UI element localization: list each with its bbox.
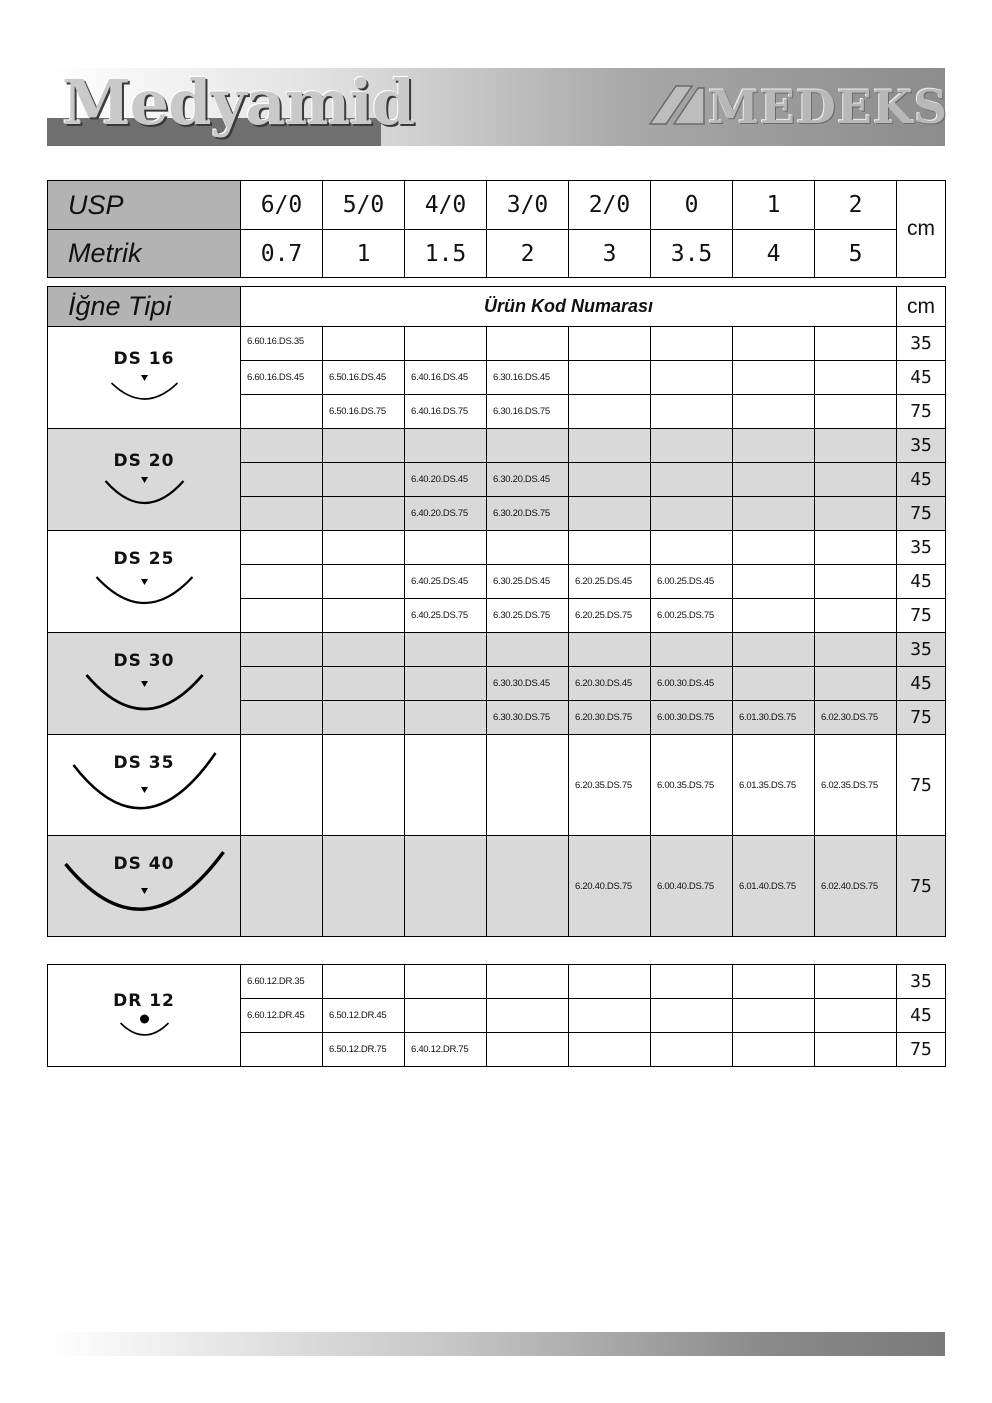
product-code-cell (569, 429, 651, 463)
product-code-cell: 6.40.12.DR.75 (405, 1033, 487, 1067)
product-code-cell (651, 429, 733, 463)
length-cm-cell: 35 (897, 429, 946, 463)
product-code-cell (323, 599, 405, 633)
product-code-cell (241, 463, 323, 497)
product-code-cell (733, 999, 815, 1033)
product-code-cell (815, 497, 897, 531)
product-code-cell: 6.30.20.DS.45 (487, 463, 569, 497)
product-code-cell (569, 361, 651, 395)
needle-type-cell (48, 327, 241, 429)
needle-name: DS 25 (113, 549, 175, 569)
product-code-cell (733, 327, 815, 361)
table-row (48, 327, 946, 361)
length-cm-cell: 75 (897, 497, 946, 531)
product-code-cell (651, 395, 733, 429)
product-code-cell: 6.50.12.DR.75 (323, 1033, 405, 1067)
product-code-cell (487, 735, 569, 836)
product-code-cell: 6.40.25.DS.45 (405, 565, 487, 599)
usp-value: 4/0 (405, 181, 487, 230)
product-code-cell (323, 965, 405, 999)
product-code-cell (569, 327, 651, 361)
product-code-cell (323, 497, 405, 531)
product-code-cell (323, 667, 405, 701)
table-row (48, 633, 946, 667)
product-code-cell (405, 327, 487, 361)
product-code-cell (487, 531, 569, 565)
needle-curve-icon (48, 531, 241, 633)
product-code-cell (405, 735, 487, 836)
product-code-cell (651, 497, 733, 531)
needle-type-cell (48, 735, 241, 836)
product-code-cell (815, 361, 897, 395)
product-code-cell (815, 429, 897, 463)
needle-name: DR 12 (113, 991, 175, 1011)
product-code-cell: 6.30.16.DS.45 (487, 361, 569, 395)
product-code-cell (487, 1033, 569, 1067)
product-code-cell (815, 599, 897, 633)
usp-label: USP (48, 181, 241, 230)
metric-value: 1 (323, 230, 405, 278)
product-code-cell (323, 565, 405, 599)
product-code-cell: 6.60.12.DR.35 (241, 965, 323, 999)
product-code-cell (405, 999, 487, 1033)
size-unit-label: cm (897, 181, 946, 278)
length-cm-cell: 45 (897, 565, 946, 599)
product-code-cell (405, 965, 487, 999)
product-code-cell (487, 836, 569, 937)
product-code-cell: 6.20.40.DS.75 (569, 836, 651, 937)
size-table (47, 180, 946, 278)
needle-name: DS 16 (113, 349, 175, 369)
product-code-cell (323, 633, 405, 667)
needle-type-cell (48, 965, 241, 1067)
product-code-cell (405, 633, 487, 667)
length-unit-label: cm (897, 287, 946, 327)
product-code-cell (241, 599, 323, 633)
product-code-cell: 6.01.40.DS.75 (733, 836, 815, 937)
product-code-cell: 6.40.20.DS.75 (405, 497, 487, 531)
product-code-cell: 6.00.30.DS.75 (651, 701, 733, 735)
length-cm-cell: 75 (897, 701, 946, 735)
product-code-cell (569, 965, 651, 999)
needle-curve-icon (48, 965, 241, 1067)
product-code-cell (487, 633, 569, 667)
product-code-cell (241, 565, 323, 599)
product-code-cell: 6.30.30.DS.75 (487, 701, 569, 735)
metric-value: 1.5 (405, 230, 487, 278)
length-cm-cell: 45 (897, 463, 946, 497)
product-code-cell (323, 836, 405, 937)
length-cm-cell: 35 (897, 633, 946, 667)
product-code-cell (733, 965, 815, 999)
product-code-cell (241, 429, 323, 463)
needle-type-cell (48, 531, 241, 633)
product-code-cell: 6.60.16.DS.45 (241, 361, 323, 395)
product-code-cell (487, 327, 569, 361)
length-cm-cell: 35 (897, 531, 946, 565)
product-code-cell (815, 531, 897, 565)
product-code-cell: 6.60.16.DS.35 (241, 327, 323, 361)
table-row (48, 965, 946, 999)
product-code-cell (241, 701, 323, 735)
needle-type-label: İğne Tipi (48, 287, 241, 327)
product-code-cell: 6.30.25.DS.45 (487, 565, 569, 599)
product-code-cell (815, 633, 897, 667)
product-code-cell (241, 836, 323, 937)
metric-value: 3.5 (651, 230, 733, 278)
product-code-cell (405, 667, 487, 701)
table-row (48, 836, 946, 937)
product-code-cell: 6.30.30.DS.45 (487, 667, 569, 701)
metric-value: 0.7 (241, 230, 323, 278)
usp-value: 3/0 (487, 181, 569, 230)
metric-value: 4 (733, 230, 815, 278)
product-code-cell (323, 463, 405, 497)
product-code-cell (241, 1033, 323, 1067)
length-cm-cell: 75 (897, 599, 946, 633)
product-code-cell (569, 999, 651, 1033)
product-code-cell (569, 463, 651, 497)
product-code-cell (651, 463, 733, 497)
product-code-cell: 6.02.30.DS.75 (815, 701, 897, 735)
product-code-cell: 6.50.12.DR.45 (323, 999, 405, 1033)
product-code-cell (733, 1033, 815, 1067)
product-code-cell (405, 701, 487, 735)
product-code-cell (323, 735, 405, 836)
dr-needle-table (47, 964, 946, 1067)
product-code-cell (405, 429, 487, 463)
product-code-cell (323, 429, 405, 463)
length-cm-cell: 75 (897, 395, 946, 429)
product-code-cell (569, 531, 651, 565)
product-code-cell (651, 633, 733, 667)
product-code-cell: 6.40.20.DS.45 (405, 463, 487, 497)
product-code-cell: 6.00.35.DS.75 (651, 735, 733, 836)
product-code-cell (815, 565, 897, 599)
product-code-cell (323, 327, 405, 361)
needle-type-cell (48, 836, 241, 937)
usp-row (48, 181, 946, 230)
product-code-cell (815, 667, 897, 701)
footer-bar (47, 1332, 945, 1356)
metric-value: 2 (487, 230, 569, 278)
needle-curve-icon (48, 633, 241, 735)
length-cm-cell: 35 (897, 965, 946, 999)
usp-value: 1 (733, 181, 815, 230)
product-code-cell: 6.30.16.DS.75 (487, 395, 569, 429)
metric-value: 3 (569, 230, 651, 278)
product-code-cell (733, 497, 815, 531)
product-table-header (48, 287, 946, 327)
product-code-cell (569, 1033, 651, 1067)
product-code-cell: 6.01.35.DS.75 (733, 735, 815, 836)
product-code-cell (569, 395, 651, 429)
product-code-cell: 6.20.25.DS.45 (569, 565, 651, 599)
product-code-cell (733, 599, 815, 633)
table-row (48, 531, 946, 565)
metric-row (48, 230, 946, 278)
product-code-cell (815, 395, 897, 429)
product-code-cell (651, 999, 733, 1033)
product-code-cell (733, 531, 815, 565)
metric-label: Metrik (48, 230, 241, 278)
needle-curve-icon (48, 327, 241, 429)
product-code-cell (815, 463, 897, 497)
product-code-cell: 6.00.30.DS.45 (651, 667, 733, 701)
brand-title: Medyamid (62, 66, 415, 139)
product-code-cell (241, 735, 323, 836)
product-code-cell (733, 361, 815, 395)
product-code-cell: 6.01.30.DS.75 (733, 701, 815, 735)
needle-name: DS 40 (113, 854, 175, 874)
product-code-cell: 6.30.25.DS.75 (487, 599, 569, 633)
product-code-cell (241, 395, 323, 429)
product-code-cell: 6.00.25.DS.75 (651, 599, 733, 633)
needle-name: DS 20 (113, 451, 175, 471)
product-code-cell (241, 633, 323, 667)
usp-value: 2 (815, 181, 897, 230)
needle-type-cell (48, 429, 241, 531)
product-code-cell (487, 429, 569, 463)
table-row (48, 429, 946, 463)
product-code-cell: 6.50.16.DS.75 (323, 395, 405, 429)
product-code-table (47, 286, 946, 937)
product-code-cell (815, 1033, 897, 1067)
product-code-cell: 6.20.30.DS.75 (569, 701, 651, 735)
product-code-title: Ürün Kod Numarası (241, 287, 897, 327)
length-cm-cell: 45 (897, 667, 946, 701)
product-code-cell (733, 429, 815, 463)
product-code-cell: 6.00.25.DS.45 (651, 565, 733, 599)
logo-text: MEDEKS (708, 80, 949, 134)
product-code-cell (487, 965, 569, 999)
product-code-cell (569, 633, 651, 667)
product-code-cell (651, 1033, 733, 1067)
product-code-cell (323, 701, 405, 735)
usp-value: 2/0 (569, 181, 651, 230)
product-code-cell (733, 463, 815, 497)
product-code-cell (241, 497, 323, 531)
product-code-cell (733, 633, 815, 667)
product-code-cell (651, 531, 733, 565)
product-code-cell (323, 531, 405, 565)
product-code-cell: 6.30.20.DS.75 (487, 497, 569, 531)
needle-name: DS 30 (113, 651, 175, 671)
product-code-cell: 6.60.12.DR.45 (241, 999, 323, 1033)
usp-value: 0 (651, 181, 733, 230)
product-code-cell (733, 395, 815, 429)
product-code-cell (405, 836, 487, 937)
product-code-cell (733, 565, 815, 599)
product-code-cell: 6.20.35.DS.75 (569, 735, 651, 836)
length-cm-cell: 75 (897, 1033, 946, 1067)
length-cm-cell: 75 (897, 836, 946, 937)
product-code-cell (651, 965, 733, 999)
needle-name: DS 35 (113, 753, 175, 773)
usp-value: 5/0 (323, 181, 405, 230)
product-code-cell (815, 327, 897, 361)
product-code-cell (569, 497, 651, 531)
product-code-cell (241, 531, 323, 565)
product-code-cell (487, 999, 569, 1033)
table-row (48, 735, 946, 836)
product-code-cell (405, 531, 487, 565)
product-code-cell: 6.20.25.DS.75 (569, 599, 651, 633)
needle-curve-icon (48, 429, 241, 531)
product-code-cell (651, 327, 733, 361)
length-cm-cell: 75 (897, 735, 946, 836)
product-code-cell (815, 965, 897, 999)
needle-curve-icon (48, 735, 241, 836)
product-code-cell (241, 667, 323, 701)
length-cm-cell: 45 (897, 999, 946, 1033)
product-code-cell: 6.40.16.DS.45 (405, 361, 487, 395)
length-cm-cell: 45 (897, 361, 946, 395)
product-code-cell (733, 667, 815, 701)
product-code-cell: 6.40.25.DS.75 (405, 599, 487, 633)
product-code-cell: 6.02.40.DS.75 (815, 836, 897, 937)
length-cm-cell: 35 (897, 327, 946, 361)
product-code-cell: 6.00.40.DS.75 (651, 836, 733, 937)
metric-value: 5 (815, 230, 897, 278)
product-code-cell: 6.50.16.DS.45 (323, 361, 405, 395)
product-code-cell (815, 999, 897, 1033)
needle-curve-icon (48, 836, 241, 937)
usp-value: 6/0 (241, 181, 323, 230)
product-code-cell: 6.20.30.DS.45 (569, 667, 651, 701)
product-code-cell (651, 361, 733, 395)
product-code-cell: 6.02.35.DS.75 (815, 735, 897, 836)
needle-type-cell (48, 633, 241, 735)
product-code-cell: 6.40.16.DS.75 (405, 395, 487, 429)
